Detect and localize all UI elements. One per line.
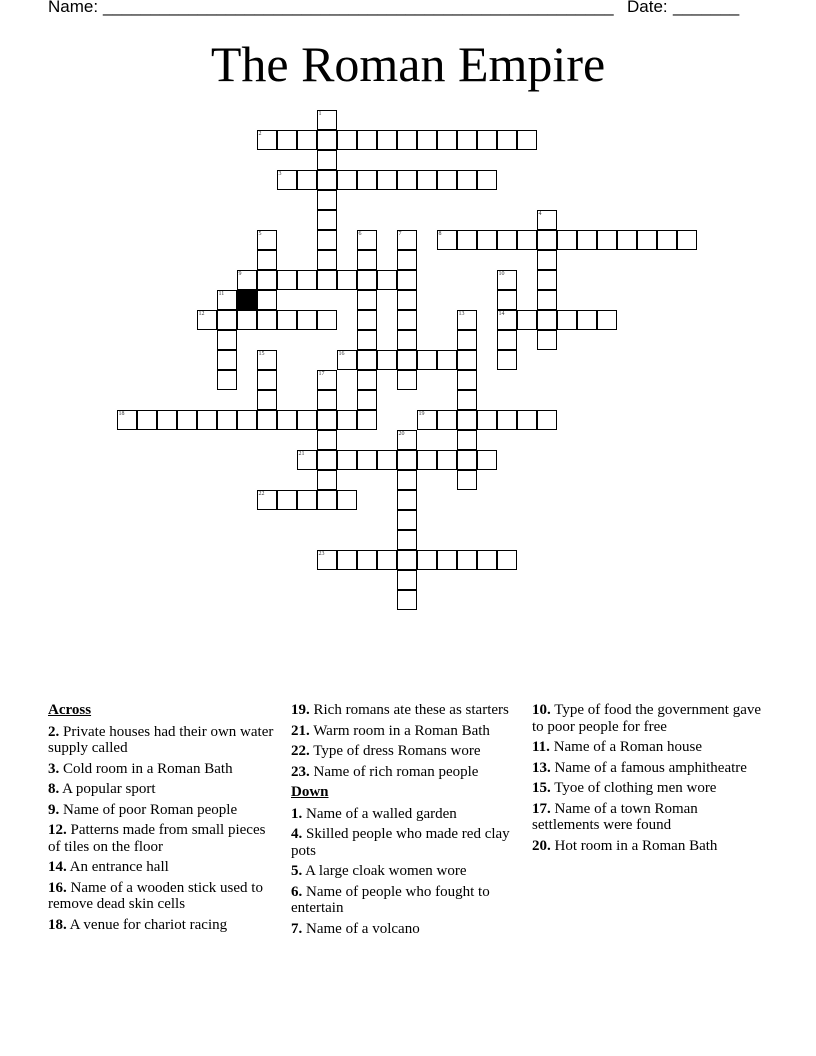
grid-cell[interactable] [397, 370, 417, 390]
grid-cell[interactable] [537, 330, 557, 350]
grid-cell[interactable] [577, 310, 597, 330]
grid-cell[interactable] [117, 410, 137, 430]
grid-cell[interactable] [497, 230, 517, 250]
grid-cell[interactable] [257, 230, 277, 250]
grid-cell[interactable] [457, 470, 477, 490]
clue-number: 10. [532, 702, 551, 718]
clue-number: 1 [318, 110, 322, 117]
clue-number: 9. [48, 801, 60, 818]
name-label: Name: [48, 0, 99, 16]
clue-number: 2. [48, 723, 60, 740]
clue-text: Tyoe of clothing men wore [550, 780, 717, 796]
clue-number: 14 [498, 310, 505, 317]
down-clue [532, 760, 764, 777]
grid-cell[interactable] [597, 230, 617, 250]
grid-cell[interactable] [457, 410, 477, 430]
date-label: Date: [627, 0, 668, 16]
clue-text: Name of a town Roman settlements were found [532, 800, 698, 833]
down-clue [532, 702, 764, 735]
clue-number: 15. [532, 780, 551, 796]
grid-cell[interactable] [357, 550, 377, 570]
clue-text: Warm room in a Roman Bath [309, 722, 490, 739]
clue-text: Type of food the government gave to poor people for free [532, 702, 762, 735]
clue-number: 12. [48, 822, 67, 838]
grid-cell[interactable] [377, 350, 397, 370]
grid-cell[interactable] [317, 130, 337, 150]
grid-cell[interactable] [397, 490, 417, 510]
clue-number: 5 [258, 230, 262, 237]
grid-cell[interactable] [377, 270, 397, 290]
grid-cell[interactable] [357, 410, 377, 430]
grid-cell[interactable] [257, 370, 277, 390]
clue-text: Cold room in a Roman Bath [59, 760, 233, 777]
grid-cell[interactable] [437, 230, 457, 250]
grid-cell[interactable] [397, 330, 417, 350]
grid-cell[interactable] [357, 250, 377, 270]
grid-cell[interactable] [277, 130, 297, 150]
grid-cell[interactable] [317, 230, 337, 250]
grid-cell[interactable] [397, 230, 417, 250]
grid-cell[interactable] [457, 370, 477, 390]
grid-cell[interactable] [217, 370, 237, 390]
clue-text: Name of poor Roman people [59, 801, 238, 818]
grid-cell[interactable] [397, 310, 417, 330]
grid-cell[interactable] [237, 410, 257, 430]
across-clue [48, 880, 280, 913]
clue-text: Name of a famous amphitheatre [550, 759, 747, 776]
clue-text: Name of a walled garden [302, 805, 457, 822]
grid-cell[interactable] [437, 170, 457, 190]
grid-cell[interactable] [357, 270, 377, 290]
down-clue [532, 838, 764, 855]
grid-cell[interactable] [457, 450, 477, 470]
grid-cell[interactable] [277, 310, 297, 330]
grid-cell[interactable] [497, 290, 517, 310]
grid-cell[interactable] [397, 530, 417, 550]
across-clue [48, 859, 280, 876]
grid-cell[interactable] [177, 410, 197, 430]
grid-cell[interactable] [537, 230, 557, 250]
clue-number: 3 [278, 170, 282, 177]
across-clue [48, 724, 280, 757]
clue-text: Type of dress Romans wore [309, 743, 481, 759]
grid-cell[interactable] [497, 550, 517, 570]
grid-cell[interactable] [437, 450, 457, 470]
grid-cell[interactable] [317, 490, 337, 510]
grid-cell[interactable] [497, 130, 517, 150]
grid-cell[interactable] [397, 590, 417, 610]
grid-cell[interactable] [657, 230, 677, 250]
clue-number: 6. [291, 883, 303, 900]
grid-cell[interactable] [437, 350, 457, 370]
clue-number: 22. [291, 743, 310, 759]
across-heading: Across [48, 702, 92, 718]
grid-cell[interactable] [217, 330, 237, 350]
across-clue [48, 822, 280, 855]
grid-cell[interactable] [417, 350, 437, 370]
grid-cell[interactable] [377, 450, 397, 470]
across-clue [291, 743, 523, 760]
grid-cell[interactable] [317, 150, 337, 170]
clue-text: Name of a wooden stick used to remove dead skin cells [48, 879, 263, 912]
grid-cell[interactable] [537, 410, 557, 430]
clue-number: 17 [318, 370, 325, 377]
clue-text: A popular sport [59, 781, 156, 797]
clue-number: 19. [291, 702, 310, 718]
clue-number: 23 [318, 550, 325, 557]
clue-number: 19 [418, 410, 425, 417]
clue-number: 18. [48, 916, 67, 933]
grid-cell[interactable] [477, 170, 497, 190]
name-blank-line[interactable]: ______________________________________________________ [103, 0, 614, 16]
grid-cell[interactable] [637, 230, 657, 250]
grid-cell[interactable] [357, 310, 377, 330]
date-blank-line[interactable]: _______ [673, 0, 740, 16]
grid-cell[interactable] [237, 270, 257, 290]
grid-cell[interactable] [617, 230, 637, 250]
clue-number: 7 [398, 230, 402, 237]
down-clue [532, 801, 764, 834]
clue-number: 11. [532, 739, 550, 755]
down-clue [291, 863, 523, 880]
grid-cell[interactable] [477, 230, 497, 250]
grid-cell[interactable] [537, 250, 557, 270]
clue-number: 4. [291, 826, 303, 842]
grid-cell[interactable] [437, 130, 457, 150]
grid-cell[interactable] [357, 130, 377, 150]
clue-number: 16 [338, 350, 345, 357]
grid-cell[interactable] [497, 410, 517, 430]
grid-cell[interactable] [417, 130, 437, 150]
grid-cell[interactable] [457, 170, 477, 190]
clue-number: 14. [48, 859, 67, 875]
clue-number: 13. [532, 759, 551, 776]
grid-cell[interactable] [317, 210, 337, 230]
clue-number: 4 [538, 210, 542, 217]
grid-cell[interactable] [497, 310, 517, 330]
grid-cell[interactable] [317, 550, 337, 570]
clue-text: An entrance hall [66, 859, 169, 875]
grid-cell[interactable] [417, 170, 437, 190]
grid-cell[interactable] [337, 130, 357, 150]
grid-cell[interactable] [337, 490, 357, 510]
clue-number: 15 [258, 350, 265, 357]
grid-cell[interactable] [357, 290, 377, 310]
grid-cell[interactable] [197, 310, 217, 330]
clue-number: 16. [48, 879, 67, 896]
across-clue [48, 781, 280, 798]
grid-cell[interactable] [297, 170, 317, 190]
across-clue [48, 802, 280, 819]
grid-cell[interactable] [397, 550, 417, 570]
grid-cell[interactable] [297, 490, 317, 510]
clue-text: Name of rich roman people [309, 763, 479, 780]
grid-cell[interactable] [457, 130, 477, 150]
grid-cell[interactable] [537, 270, 557, 290]
grid-cell[interactable] [457, 310, 477, 330]
grid-cell[interactable] [317, 190, 337, 210]
grid-cell[interactable] [317, 310, 337, 330]
down-clue [291, 826, 523, 859]
grid-cell[interactable] [317, 370, 337, 390]
grid-cell[interactable] [357, 370, 377, 390]
grid-cell[interactable] [317, 470, 337, 490]
grid-cell[interactable] [217, 310, 237, 330]
clue-number: 20. [532, 837, 551, 854]
grid-cell[interactable] [257, 350, 277, 370]
clue-number: 5. [291, 863, 303, 879]
grid-cell[interactable] [337, 270, 357, 290]
grid-cell[interactable] [317, 270, 337, 290]
grid-cell[interactable] [257, 270, 277, 290]
grid-cell[interactable] [397, 470, 417, 490]
grid-cell[interactable] [257, 310, 277, 330]
grid-cell[interactable] [317, 110, 337, 130]
across-clue [291, 702, 523, 719]
grid-cell[interactable] [237, 310, 257, 330]
clue-number: 20 [398, 430, 405, 437]
grid-cell[interactable] [497, 270, 517, 290]
grid-cell[interactable] [377, 550, 397, 570]
grid-cell[interactable] [337, 350, 357, 370]
across-clue [48, 761, 280, 778]
grid-cell[interactable] [337, 450, 357, 470]
grid-cell[interactable] [257, 390, 277, 410]
clue-text: Private houses had their own water supply called [48, 723, 274, 756]
grid-cell[interactable] [477, 550, 497, 570]
grid-cell[interactable] [297, 270, 317, 290]
clue-number: 9 [238, 270, 242, 277]
grid-cell[interactable] [297, 310, 317, 330]
across-clue [48, 917, 280, 934]
grid-cell[interactable] [417, 450, 437, 470]
grid-cell[interactable] [437, 550, 457, 570]
down-heading: Down [291, 784, 329, 800]
clue-number: 3. [48, 760, 60, 777]
grid-cell[interactable] [317, 170, 337, 190]
grid-cell[interactable] [457, 330, 477, 350]
grid-cell[interactable] [577, 230, 597, 250]
clue-number: 18 [118, 410, 125, 417]
down-clue [532, 739, 764, 756]
grid-cell[interactable] [317, 450, 337, 470]
grid-cell[interactable] [357, 450, 377, 470]
clue-text: A large cloak women wore [302, 863, 467, 879]
clue-text: Rich romans ate these as starters [309, 702, 509, 718]
grid-cell[interactable] [377, 170, 397, 190]
grid-cell[interactable] [537, 310, 557, 330]
grid-cell[interactable] [477, 130, 497, 150]
grid-cell[interactable] [517, 310, 537, 330]
grid-cell[interactable] [257, 130, 277, 150]
down-clue [291, 884, 523, 917]
grid-cell[interactable] [277, 170, 297, 190]
black-cell [237, 290, 257, 310]
clue-number: 13 [458, 310, 465, 317]
grid-cell[interactable] [597, 310, 617, 330]
clue-number: 11 [218, 290, 225, 297]
grid-cell[interactable] [517, 410, 537, 430]
grid-cell[interactable] [317, 390, 337, 410]
clue-column-2 [291, 702, 523, 941]
grid-cell[interactable] [357, 330, 377, 350]
grid-cell[interactable] [557, 230, 577, 250]
clue-number: 1. [291, 805, 303, 822]
grid-cell[interactable] [417, 550, 437, 570]
grid-cell[interactable] [257, 490, 277, 510]
grid-cell[interactable] [297, 410, 317, 430]
clue-text: Name of a Roman house [549, 739, 702, 755]
grid-cell[interactable] [397, 250, 417, 270]
clue-number: 12 [198, 310, 205, 317]
grid-cell[interactable] [257, 410, 277, 430]
grid-cell[interactable] [277, 410, 297, 430]
clue-text: Name of people who fought to entertain [291, 883, 490, 916]
clue-text: Hot room in a Roman Bath [550, 837, 718, 854]
grid-cell[interactable] [397, 170, 417, 190]
clue-number: 21 [298, 450, 305, 457]
page-title: The Roman Empire [210, 36, 606, 92]
clue-number: 8 [438, 230, 442, 237]
grid-cell[interactable] [297, 450, 317, 470]
grid-cell[interactable] [677, 230, 697, 250]
grid-cell[interactable] [457, 390, 477, 410]
grid-cell[interactable] [217, 350, 237, 370]
grid-cell[interactable] [457, 430, 477, 450]
grid-cell[interactable] [497, 350, 517, 370]
grid-cell[interactable] [397, 570, 417, 590]
clue-text: Name of a volcano [302, 920, 420, 937]
grid-cell[interactable] [537, 290, 557, 310]
grid-cell[interactable] [397, 350, 417, 370]
grid-cell[interactable] [397, 430, 417, 450]
grid-cell[interactable] [297, 130, 317, 150]
clue-column-3 [532, 702, 764, 858]
grid-cell[interactable] [477, 450, 497, 470]
across-clue [291, 764, 523, 781]
down-clue [291, 806, 523, 823]
grid-cell[interactable] [337, 410, 357, 430]
grid-cell[interactable] [357, 230, 377, 250]
grid-cell[interactable] [357, 170, 377, 190]
grid-cell[interactable] [217, 290, 237, 310]
grid-cell[interactable] [557, 310, 577, 330]
grid-cell[interactable] [397, 450, 417, 470]
grid-cell[interactable] [357, 350, 377, 370]
grid-cell[interactable] [497, 330, 517, 350]
grid-cell[interactable] [357, 390, 377, 410]
clue-number: 8. [48, 781, 60, 797]
grid-cell[interactable] [397, 510, 417, 530]
grid-cell[interactable] [277, 490, 297, 510]
grid-cell[interactable] [157, 410, 177, 430]
down-clue [532, 780, 764, 797]
clue-number: 17. [532, 800, 551, 817]
grid-cell[interactable] [417, 410, 437, 430]
grid-cell[interactable] [437, 410, 457, 430]
grid-cell[interactable] [317, 250, 337, 270]
grid-cell[interactable] [517, 230, 537, 250]
clue-text: Patterns made from small pieces of tiles on the floor [48, 822, 266, 855]
grid-cell[interactable] [317, 430, 337, 450]
grid-cell[interactable] [457, 230, 477, 250]
grid-cell[interactable] [337, 550, 357, 570]
down-clue [291, 921, 523, 938]
clue-text: Skilled people who made red clay pots [291, 826, 510, 859]
grid-cell[interactable] [377, 130, 397, 150]
grid-cell[interactable] [197, 410, 217, 430]
grid-cell[interactable] [277, 270, 297, 290]
grid-cell[interactable] [537, 210, 557, 230]
grid-cell[interactable] [477, 410, 497, 430]
across-clue [291, 723, 523, 740]
clue-text: A venue for chariot racing [66, 916, 228, 933]
grid-cell[interactable] [457, 550, 477, 570]
clue-column-1 [48, 702, 280, 937]
grid-cell[interactable] [457, 350, 477, 370]
clue-number: 7. [291, 920, 303, 937]
grid-cell[interactable] [257, 290, 277, 310]
grid-cell[interactable] [257, 250, 277, 270]
clue-number: 2 [258, 130, 262, 137]
grid-cell[interactable] [217, 410, 237, 430]
clue-number: 6 [358, 230, 362, 237]
grid-cell[interactable] [337, 170, 357, 190]
clue-number: 22 [258, 490, 265, 497]
clue-number: 23. [291, 763, 310, 780]
grid-cell[interactable] [397, 130, 417, 150]
grid-cell[interactable] [317, 410, 337, 430]
grid-cell[interactable] [397, 270, 417, 290]
grid-cell[interactable] [517, 130, 537, 150]
grid-cell[interactable] [397, 290, 417, 310]
clue-number: 21. [291, 722, 310, 739]
clue-number: 10 [498, 270, 505, 277]
grid-cell[interactable] [137, 410, 157, 430]
